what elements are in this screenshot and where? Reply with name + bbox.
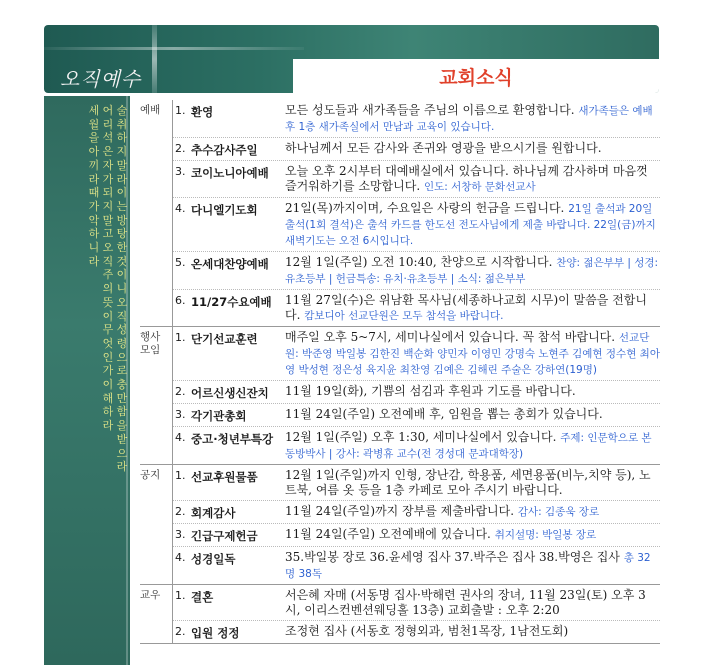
item-title: 입원 정정 [191,626,240,640]
brand-logo-text: 오직예수 [60,67,142,91]
item-note: 선교단원: 박준영 박일봉 김한진 백순화 양민자 이영민 강명숙 노현주 김예현 정수현 최아영 박성현 정은성 육지윤 최찬영 김예은 김해린 주술은 강하연(19명) [285,332,660,376]
item-description [285,588,660,618]
item-description [285,103,660,135]
item-text: 매주일 오후 5~7시, 세미나실에서 있습니다. 꼭 참석 바랍니다. [285,330,616,344]
item-title: 11/27수요예배 [191,295,272,309]
item-text: 11월 27일(수)은 위남환 목사님(세종하나교회 시무)이 말씀을 전합니다. [285,293,647,322]
news-section [140,327,660,465]
item-description [285,164,660,195]
item-title: 성경일독 [191,552,236,566]
item-description [285,430,660,462]
item-description [285,527,660,544]
item-description [285,550,660,582]
item-note: 인도: 서창하 문화선교사 [423,181,536,193]
news-item [173,500,660,523]
news-item [173,289,660,326]
item-text: 11월 24일(주일) 오전예배 후, 임원을 뽑는 총회가 있습니다. [285,407,603,421]
item-note: 21일 출석과 20일 출석(1회 결석)은 출석 카드를 한도선 전도사님에게 제출 바랍니다. 22일(금)까지 새벽기도는 오전 6시입니다. [285,203,656,247]
news-item [173,327,660,380]
news-section [140,465,660,585]
news-item [173,100,660,137]
news-item [173,137,660,160]
item-note: 찬양: 젊은부부 | 성경: 유초등부 | 헌금특송: 유치·유초등부 | 소식: 젊은부부 [285,257,659,285]
item-number: 1. [175,104,186,117]
news-item [173,251,660,289]
section-items [172,465,660,584]
item-number: 2. [175,625,186,638]
item-text: 서은혜 자매 (서동명 집사·박해련 권사의 장녀, 11월 23일(토) 오후 3시, 이리스컨벤션웨딩홀 13층) 교회출발 : 오후 2:20 [285,588,646,617]
item-text: 11월 24일(주일) 오전예배에 있습니다. [285,527,491,541]
news-section [140,100,660,327]
item-title: 추수감사주일 [191,143,258,157]
item-title: 온세대찬양예배 [191,257,269,271]
item-description [285,407,660,424]
item-description [285,330,660,378]
page-title: 교회소식 [439,66,513,89]
item-number: 4. [175,431,186,444]
cross-decoration-horizontal [44,47,304,50]
item-title: 코이노니아예배 [191,166,269,180]
scripture-verse [52,104,128,574]
section-items [172,100,660,326]
news-item [173,160,660,197]
item-title: 중고·청년부특강 [191,432,274,446]
item-title: 결혼 [191,590,214,604]
item-text: 11월 19일(화), 기쁨의 섬김과 후원과 기도를 바랍니다. [285,384,576,398]
item-description [285,468,660,498]
verse-line: 세월을 아끼라 때가 악하니라 [88,104,100,268]
item-number: 1. [175,331,186,344]
news-item [173,403,660,426]
news-item [173,620,660,643]
item-description [285,504,660,521]
section-label: 행사 모임 [140,331,161,356]
item-number: 3. [175,528,186,541]
section-label: 교우 [140,589,161,601]
verse-line: 술 취하지 말라 이는 방탕한 것이니 오직 성령으로 충만함을 받으라 [116,104,128,474]
item-number: 3. [175,165,186,178]
item-text: 하나님께서 모든 감사와 존귀와 영광을 받으시기를 원합니다. [285,141,602,155]
item-description [285,293,660,324]
section-label: 예배 [140,104,161,116]
item-number: 1. [175,469,186,482]
section-items [172,327,660,464]
item-title: 회계감사 [191,506,236,520]
item-note: 주제: 인문학으로 본 동방박사 | 강사: 곽병휴 교수(전 경성대 문과대학장) [285,432,652,460]
item-text: 조정현 집사 (서동호 정형외과, 범천1목장, 1남전도회) [285,624,569,638]
item-text: 12월 1일(주일) 오후 1:30, 세미나실에서 있습니다. [285,430,557,444]
item-description [285,255,660,287]
cross-decoration [152,25,157,93]
item-note: 캄보디아 선교단원은 모두 참석을 바랍니다. [304,310,504,322]
item-text: 35.박일봉 장로 36.윤세영 집사 37.박주은 집사 38.박영은 집사 [285,550,620,564]
item-number: 2. [175,385,186,398]
item-number: 3. [175,408,186,421]
verse-line: 어리석은 자가 되지 말고 오직 주의 뜻이 무엇인가 이해하라 [102,104,114,433]
header-banner [44,25,659,93]
item-description [285,624,660,641]
news-item [173,523,660,546]
news-item [173,585,660,620]
item-title: 환영 [191,105,214,119]
item-title: 다니엘기도회 [191,203,258,217]
news-section [140,585,660,644]
item-title: 각기관총회 [191,409,247,423]
item-number: 2. [175,142,186,155]
item-note: 감사: 김종욱 장로 [517,506,600,518]
news-item [173,546,660,584]
item-text: 21일(목)까지이며, 수요일은 사랑의 헌금을 드립니다. [285,201,565,215]
item-number: 2. [175,505,186,518]
item-number: 4. [175,202,186,215]
item-text: 오늘 오후 2시부터 대예배실에서 있습니다. 하나님께 감사하며 마음껏 즐거워하기를 소망합니다. [285,164,648,193]
item-number: 6. [175,294,186,307]
item-note: 새가족들은 예배 후 1층 새가족실에서 만남과 교육이 있습니다. [285,105,653,133]
news-item [173,197,660,251]
item-text: 모든 성도들과 새가족들을 주님의 이름으로 환영합니다. [285,103,575,117]
section-label: 공지 [140,469,161,481]
item-text: 12월 1일(주일)까지 인형, 장난감, 학용품, 세면용품(비누,치약 등), 노트북, 여름 옷 등을 1층 카페로 모아 주시기 바랍니다. [285,468,651,497]
item-title: 단기선교훈련 [191,332,258,346]
item-description [285,141,660,158]
item-title: 긴급구제헌금 [191,529,258,543]
news-item [173,465,660,500]
item-number: 4. [175,551,186,564]
item-number: 5. [175,256,186,269]
item-text: 11월 24일(주일)까지 장부를 제출바랍니다. [285,504,515,518]
news-item [173,380,660,403]
item-number: 1. [175,589,186,602]
item-description [285,201,660,249]
item-title: 어르신생신잔치 [191,386,269,400]
item-note: 총 32명 38독 [285,552,651,580]
item-text: 12월 1일(주일) 오전 10:40, 찬양으로 시작합니다. [285,255,553,269]
item-description [285,384,660,401]
title-box [293,59,659,93]
item-note: 취지설명: 박일봉 장로 [494,529,597,541]
news-list [140,100,660,644]
item-title: 선교후원물품 [191,470,258,484]
section-items [172,585,660,643]
news-item [173,426,660,464]
